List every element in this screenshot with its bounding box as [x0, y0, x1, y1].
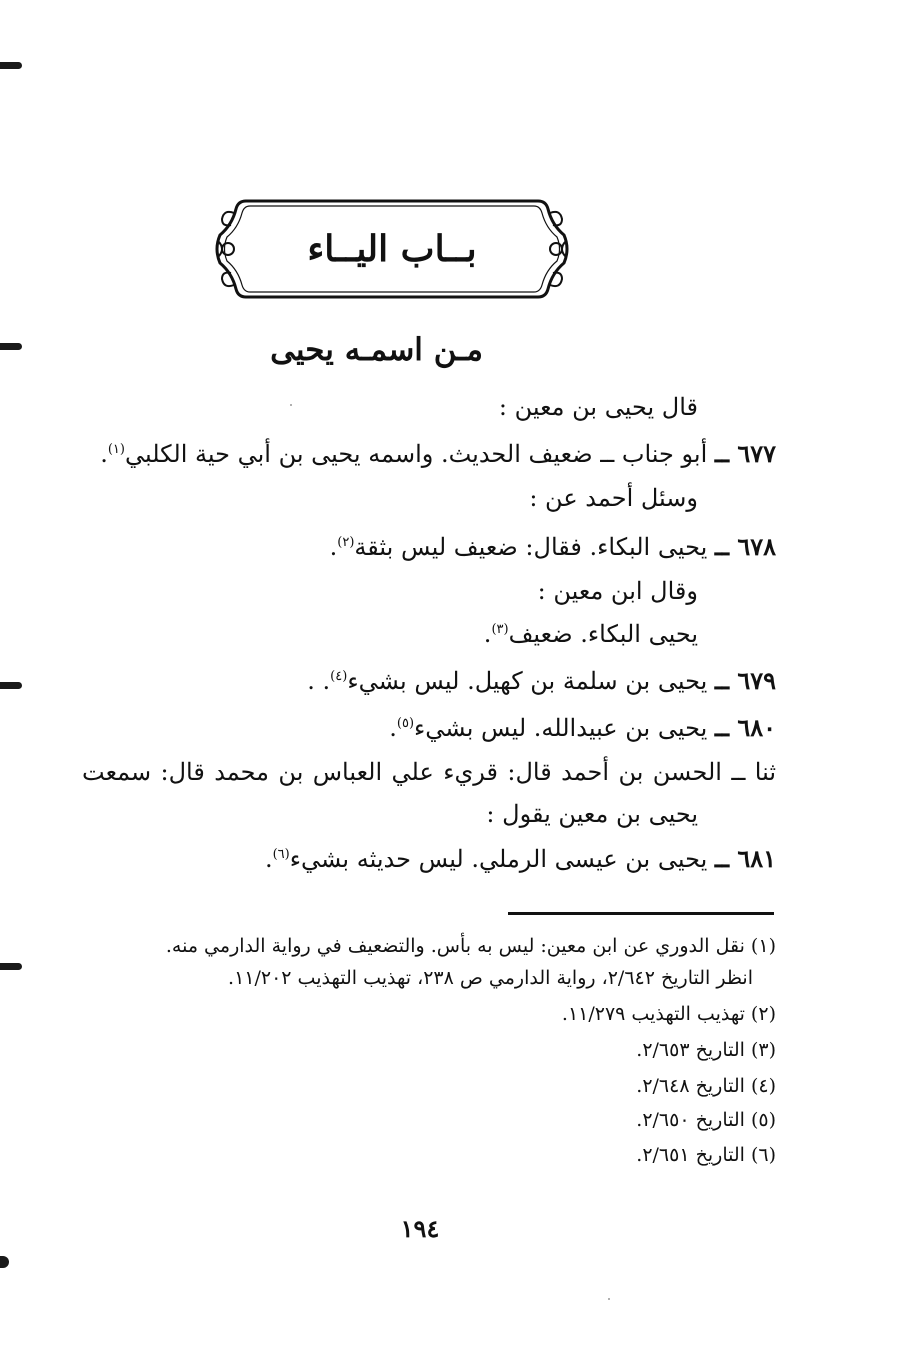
entry-679: [307, 664, 776, 698]
entry-677: [100, 437, 776, 471]
body-line: قال يحيى بن معين :: [498, 393, 698, 421]
footnote-ref: (٤): [330, 669, 348, 684]
entry-number: ٦٨١ ــ: [714, 844, 776, 873]
footnote: انظر التاريخ ٢/٦٤٢، رواية الدارمي ص ٢٣٨، تهذيب التهذيب ١١/٢٠٢.: [228, 967, 753, 989]
entry-number: ٦٨٠ ــ: [714, 713, 776, 742]
entry-end: .: [264, 845, 273, 873]
entry-678: [330, 530, 776, 564]
entry-text: يحيى بن عيسى الرملي. ليس حديثه بشيء: [289, 845, 708, 873]
margin-mark: [0, 62, 22, 69]
paper-speck: [290, 404, 292, 406]
entry-end: .: [389, 714, 397, 742]
entry-text: يحيى بن عبيدالله. ليس بشيء: [414, 714, 708, 742]
footnote: (٢) تهذيب التهذيب ١١/٢٧٩.: [561, 1003, 776, 1025]
entry-end: .: [483, 620, 492, 648]
footnote-ref: (٣): [491, 622, 509, 637]
footnote-ref: (٦): [272, 847, 290, 862]
paper-speck: [608, 1298, 610, 1300]
ornamental-title-frame: [212, 195, 572, 303]
page-number: ١٩٤: [400, 1214, 440, 1243]
entry-number: ٦٧٨ ــ: [714, 532, 776, 561]
entry-681: [265, 842, 776, 876]
footnote: (١) نقل الدوري عن ابن معين: ليس به بأس. والتضعيف في رواية الدارمي منه.: [165, 935, 776, 957]
entry-text: يحيى البكاء. ضعيف: [508, 620, 698, 648]
footnote-ref: (٥): [396, 716, 415, 731]
footnote-ref: (٢): [337, 535, 355, 550]
margin-mark: [0, 963, 22, 970]
footnote: (٦) التاريخ ٢/٦٥١.: [636, 1144, 776, 1166]
footnote-ref: (١): [107, 442, 125, 457]
margin-mark: [0, 682, 22, 689]
entry-text: يحيى بن سلمة بن كهيل. ليس بشيء: [347, 667, 708, 695]
entry-end: . .: [307, 667, 331, 695]
entry-number: ٦٧٩ ــ: [714, 666, 776, 695]
body-line: ثنا ــ الحسن بن أحمد قال: قريء علي العباس بن محمد قال: سمعت: [82, 758, 776, 786]
footnote: (٥) التاريخ ٢/٦٥٠.: [636, 1109, 776, 1131]
footnote: (٤) التاريخ ٢/٦٤٨.: [636, 1075, 776, 1097]
body-line: يحيى بن معين يقول :: [486, 800, 698, 828]
margin-mark: [0, 343, 22, 350]
section-title: بــاب اليــاء: [307, 228, 477, 270]
body-line: [484, 617, 698, 651]
entry-text: يحيى البكاء. فقال: ضعيف ليس بثقة: [354, 533, 708, 561]
entry-number: ٦٧٧ ــ: [714, 439, 776, 468]
footnote: (٣) التاريخ ٢/٦٥٣.: [636, 1039, 776, 1061]
entry-text: أبو جناب ــ ضعيف الحديث. واسمه يحيى بن أبي حية الكلبي: [124, 440, 708, 468]
subtitle: مـن اسمـه يحيى: [270, 332, 483, 368]
entry-end: .: [329, 533, 338, 561]
margin-dot: [0, 1256, 9, 1268]
entry-end: .: [100, 440, 108, 468]
body-line: وقال ابن معين :: [537, 577, 698, 605]
body-line: وسئل أحمد عن :: [529, 484, 698, 512]
footnote-rule: [508, 912, 774, 915]
entry-680: [389, 711, 776, 745]
